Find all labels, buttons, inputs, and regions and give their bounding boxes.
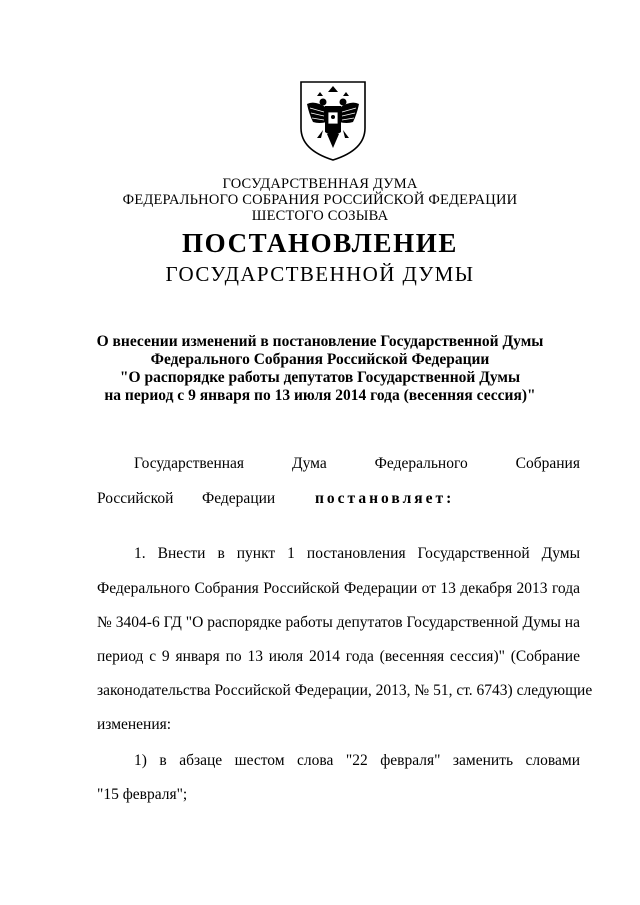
document-subtype: ГОСУДАРСТВЕННОЙ ДУМЫ bbox=[165, 262, 475, 286]
item1-line-6: изменения: bbox=[97, 716, 172, 733]
header-line-2: ФЕДЕРАЛЬНОГО СОБРАНИЯ РОССИЙСКОЙ ФЕДЕРАЦИИ bbox=[122, 192, 518, 208]
preamble-word: Собрания bbox=[515, 455, 580, 472]
preamble-word: Федерального bbox=[374, 455, 468, 472]
header-line-1: ГОСУДАРСТВЕННАЯ ДУМА bbox=[222, 176, 418, 192]
title-line-1: О внесении изменений в постановление Государственной Думы bbox=[96, 333, 544, 350]
document-type: ПОСТАНОВЛЕНИЕ bbox=[182, 228, 458, 258]
title-line-4: на период с 9 января по 13 июля 2014 года (весенняя сессия)" bbox=[104, 387, 536, 404]
title-line-2: Федерального Собрания Российской Федерации bbox=[150, 351, 490, 368]
item1-line-4: период с 9 января по 13 июля 2014 года (весенняя сессия)" (Собрание bbox=[97, 648, 580, 665]
item1-line-3: № 3404-6 ГД "О распорядке работы депутатов Государственной Думы на bbox=[97, 614, 580, 631]
state-emblem-icon bbox=[297, 78, 369, 162]
preamble-word: Государственная bbox=[134, 455, 245, 472]
header-line-3: ШЕСТОГО СОЗЫВА bbox=[251, 208, 389, 224]
preamble-line-2a: Российской bbox=[97, 490, 174, 507]
preamble-word: Дума bbox=[292, 455, 327, 472]
preamble-line-1 bbox=[134, 455, 580, 473]
sub1-line-2: "15 февраля"; bbox=[97, 786, 188, 803]
preamble-resolves: постановляет: bbox=[315, 490, 455, 507]
sub1-line-1: 1) в абзаце шестом слова "22 февраля" заменить словами bbox=[134, 752, 580, 769]
item1-line-1: 1. Внести в пункт 1 постановления Государственной Думы bbox=[134, 545, 580, 562]
item1-line-5: законодательства Российской Федерации, 2013, № 51, ст. 6743) следующие bbox=[97, 682, 593, 699]
preamble-line-2b: Федерации bbox=[202, 490, 276, 507]
title-line-3: "О распорядке работы депутатов Государственной Думы bbox=[119, 369, 521, 386]
item1-line-2: Федерального Собрания Российской Федерации от 13 декабря 2013 года bbox=[97, 580, 580, 597]
